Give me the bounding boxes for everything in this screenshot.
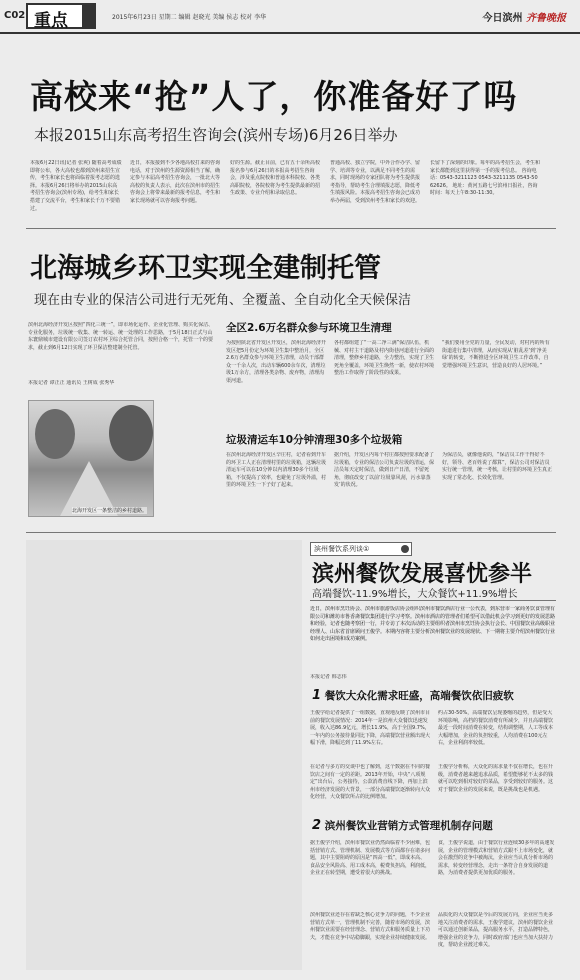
article3-section2-col1: 据王俊学介绍，滨州市餐饮业仍然面临着不少困难，包括营销方式、管理机制、发展模式等方面都存在诸多问题，其中主要阻碍的原因是“四高一低”，即成本高、食品安全风险高、用工成本高，税费负担高，利润低，企业正在转型期，遭受着很大的挑战。 (310, 840, 430, 877)
article3-headline: 滨州餐饮发展喜忧参半 (312, 562, 533, 587)
article3-section2-col2: 滨州餐饮业还存在着缺乏核心竞争力的问题，不少企业营销方式单一，管理机制不完善，随着市场的发展，滨州餐饮业需要在经营理念、营销方式和服务质量上下功夫，才能在竞争中站稳脚跟，实现企业持续健康发展。 (310, 912, 430, 941)
series-tag-label: 滨州餐饮系列谈① (314, 545, 370, 553)
article2-section1-col3: “我们要用全党的力量，全民发动，对村内的所有街道进行集中清理，从而实现从‘脏乱差’到‘净美绿’的转变，不断推进全区环境卫生工作改革，自觉增强环境卫生意识，营造良好的人居环境。” (442, 340, 550, 369)
article2-byline: 本报记者 谭正正 通讯员 王树成 张秀华 (28, 380, 115, 386)
article2-section1-col2: 各村都组建了“一高二净三满”保洁队伍，机械、对村主干道路及村内街巷河道进行全面的清理，整修乡村道路，全力整治，实现了卫生死角全覆盖，环境卫生焕然一新，使农村环境整治工作取得了阶段性的成果。 (334, 340, 434, 377)
newspaper-brand (483, 9, 566, 24)
article2-section2-col3: 为保洁员，就像他说的，“保洁员工作干得好不好，领导、老百姓说了都算”，保洁公司对保洁员实行统一管理，统一考核，让村里的环境卫生真正实现了常态化、长效化管理。 (442, 452, 552, 481)
article2-lead: 滨州北海经济开发区按照“四化三统一”，即市场化运作、企业化管理、购买化保洁、专业化服务，垃圾统一收集、统一转运、统一处理的工作思路，于5月18日正式与山东寰鼎城市建设有限公司签订农村环卫综合托管合同，按照合格一个，托管一个的要求，截止到6月12日实现了环卫保洁整建制全托管。 (28, 322, 214, 351)
article1-col2: 近日，本报接到不少各地高校打来的咨询电话，对于滨州的生源资源相当了解，确定参与本届高考招生咨询会，一批北大等高校的负责人表示，此次在滨州市的招生咨询会上将带来最新的报考信息，考生和家长现场就可以咨询报考问题。 (130, 160, 221, 204)
divider (310, 600, 556, 601)
article1-subheadline: 本报2015山东高考招生咨询会(滨州专场)6月26日举办 (34, 126, 398, 144)
section-arrow-icon (82, 3, 96, 29)
header-meta: 2015年6月23日 星期二 编辑 赵晓光 美编 侯志 校对 李华 (112, 14, 267, 21)
section-title-text: 餐饮大众化需求旺盛，高端餐饮依旧疲软 (324, 690, 514, 702)
article3-subheadline: 高端餐饮-11.9%增长，大众餐饮+11.9%增长 (312, 589, 518, 600)
series-tag (310, 542, 412, 556)
article2-headline: 北海城乡环卫实现全建制托管 (30, 253, 381, 284)
article2-section1-col1: 为按照陕北省开发区开发区，滨州北海经济开发区把5月份定为环境卫生集中整治月，全区2.6万名群众参与环境卫生清理，动员干部群众一千余人次，出动车辆600余车次，清理垃圾1万余方，清理各类杂物、废弃物，清理沟渠河道。 (226, 340, 326, 384)
article2-section2-col2: 据介绍，开发区内每个村庄都按照要求配备了垃圾箱，专业的保洁公司负责垃圾的清运，保洁员每天定时保洁，做到日产日清，不留死角，彻底改变了以前‘垃圾靠风刮，污水靠蒸发’的状况。 (334, 452, 434, 489)
section-title-text: 滨州餐饮业营销方式管理机制存问题 (324, 820, 493, 832)
arrow-icon (401, 545, 409, 553)
article3-section1-title (312, 688, 514, 703)
divider (26, 532, 556, 533)
article1-col1: 本报6月22日讯(记者 张爽) 随着高考成绩即将公布，各大高校也都到滨州来招生宣传，考生和家长也将面临着报考志愿的选择。本报6月26日将举办的2015山东高考招生咨询会(滨州专场)，给考生和家长搭建了交流平台，考生和家长千万不要错过。 (30, 160, 122, 212)
article1-col5: 长留下了深刻的印象。每年的高考招生会，考生和家长都能到这里获得第一手的报考信息。 咨询电话：0543-3211123 0543-3211135 0543-5062626。 地址：黄河五路七号滨州日报社，咨询时间：每天上午8:30-11:30。 (430, 160, 540, 197)
article1-headline: 高校来“抢”人了，你准备好了吗 (30, 77, 518, 116)
article3-section1-col4: 王俊学分析称，大众化的需求量不仅在增长，也在升级，消费者越来越追求品质，希望能够花不太多的钱就可以吃到相对较好的菜品，享受到较好的服务。这对于餐饮企业的发展来说，既是挑战也是机遇。 (438, 764, 554, 793)
street-photo (28, 400, 154, 517)
brand-name: 齐鲁晚报 (526, 13, 566, 24)
article1-col3: 好的生源。截止目前，已有五十余所高校报名参与6月26日的本报高考招生咨询会，涉及重点院校和普通本科院校、各类高职院校，各院校将为考生提供最新的招生政策、专业介绍和录取信息。 (230, 160, 321, 197)
article3-section1-col3: 约占30-50%，高端餐饮呈现萎缩的趋势，但是受大环境影响，高档的餐饮消费有所减少，并且高端餐饮最近一段时间消费在转变，结构调整期，人工等成本大幅增加，企业的负担较重，人均消费在100元左右，企业利润率较低。 (438, 710, 554, 747)
article3-section2-title (312, 818, 493, 833)
article2-section1-title: 全区2.6万名群众参与环境卫生清理 (226, 322, 392, 334)
article2-section2-col1: 在滨州北海经济开发区辛庄村，记者看到开车的环卫工人正在清理村里的垃圾箱，这辆垃圾清运车可以在10分钟以内清理30多个垃圾箱，不仅提高了效率，也避免了垃圾外溢，村里的环境卫生一下子好了起来。 (226, 452, 326, 489)
section-number: 2 (312, 818, 322, 833)
article2-subheadline: 现在由专业的保洁公司进行无死角、全覆盖、全自动化全天候保洁 (34, 293, 412, 308)
section-number: 1 (312, 688, 322, 703)
lower-left-column (26, 540, 302, 970)
divider (26, 228, 556, 229)
article3-lead: 近日，滨州市烹饪协会、滨州市旅游饭店协会组织滨州市餐饮酒店行业一公代表，到东营市一家商务饮食管理有限公司和潍坊市鲁香斋餐饮集团进行学习考察。滨州市酒店的管理者们希望可以借此机会学习到更好的发展思路和经验，记者也随考察团一行，并专访了本次活动的主要组织者滨州市烹饪协会执行会长、中国餐饮业高级职业经理人、山东省首席顾问王俊学。本期内容将主要分析滨州餐饮业的发展现状、下一期将主要介绍滨州餐饮行业如何走出困境和成功案例。 (310, 606, 556, 643)
page-number: C02 (4, 10, 26, 21)
article3-section2-col3: 食，王俊学说道，由于餐饮行业连续30多年的高速发展，企业的管理模式和营销方式跟不上市场变化，就会在激烈的竞争中被淘汰，企业应当认真分析市场的需求，转变经营理念，走出一条符合自身发展的道路，为消费者提供更加优质的服务。 (438, 840, 555, 877)
section-title: 重点 (34, 11, 68, 31)
brand-prefix: 今日滨州 (482, 13, 523, 24)
article3-section1-col1: 王俊学给记者提供了一组数据，直观地反映了滨州市目前的餐饮发展情况：2014年一是滨州大众餐饮迅速发展，收入达86.9亿元，增长11.9%，高于全国9.7%，一年内的公务接待量同比下降，高端餐饮营业额出现大幅下滑，降幅达到了11.9%左右。 (310, 710, 430, 747)
article2-section2-title: 垃圾清运车10分钟清理30多个垃圾箱 (226, 434, 403, 446)
article1-col4: 普通高校、独立学院，中外合作办学、留学、培训等专业，以满足不同考生的需求，同时现场的专家团队将为考生提供报考指导，帮助考生合理填报志愿，降低考生填报风险。本报高考招生咨询会已成功举办两届，受到滨州考生和家长的欢迎。 (330, 160, 421, 204)
photo-caption: 北海开发区一条整洁的乡村道路。 (72, 508, 148, 514)
article3-section1-col2: 在记者与多方的交谈中也了解到，这个数据在不同的餐饮店之间有一定的差距。2013年开始，中央“八项规定”出台后，公务接待，公款消费直线下降，再加上滨州市经济发展的大背景，一部分高端餐饮逐渐转向大众化经营，大众餐饮所占的比例增加。 (310, 764, 430, 801)
header-rule (0, 32, 580, 34)
article3-byline: 本报记者 韩志伟 (310, 674, 347, 680)
article3-section2-col4: 品质化的大众餐饮是今后的发展方向，企业应当更多地关注消费者的需求，王俊学建议，滨州的餐饮企业可以通过创新菜品，提高服务水平，打造品牌特色，增强企业的竞争力，同时政府部门也应当加大扶持力度，帮助企业渡过难关。 (438, 912, 554, 949)
